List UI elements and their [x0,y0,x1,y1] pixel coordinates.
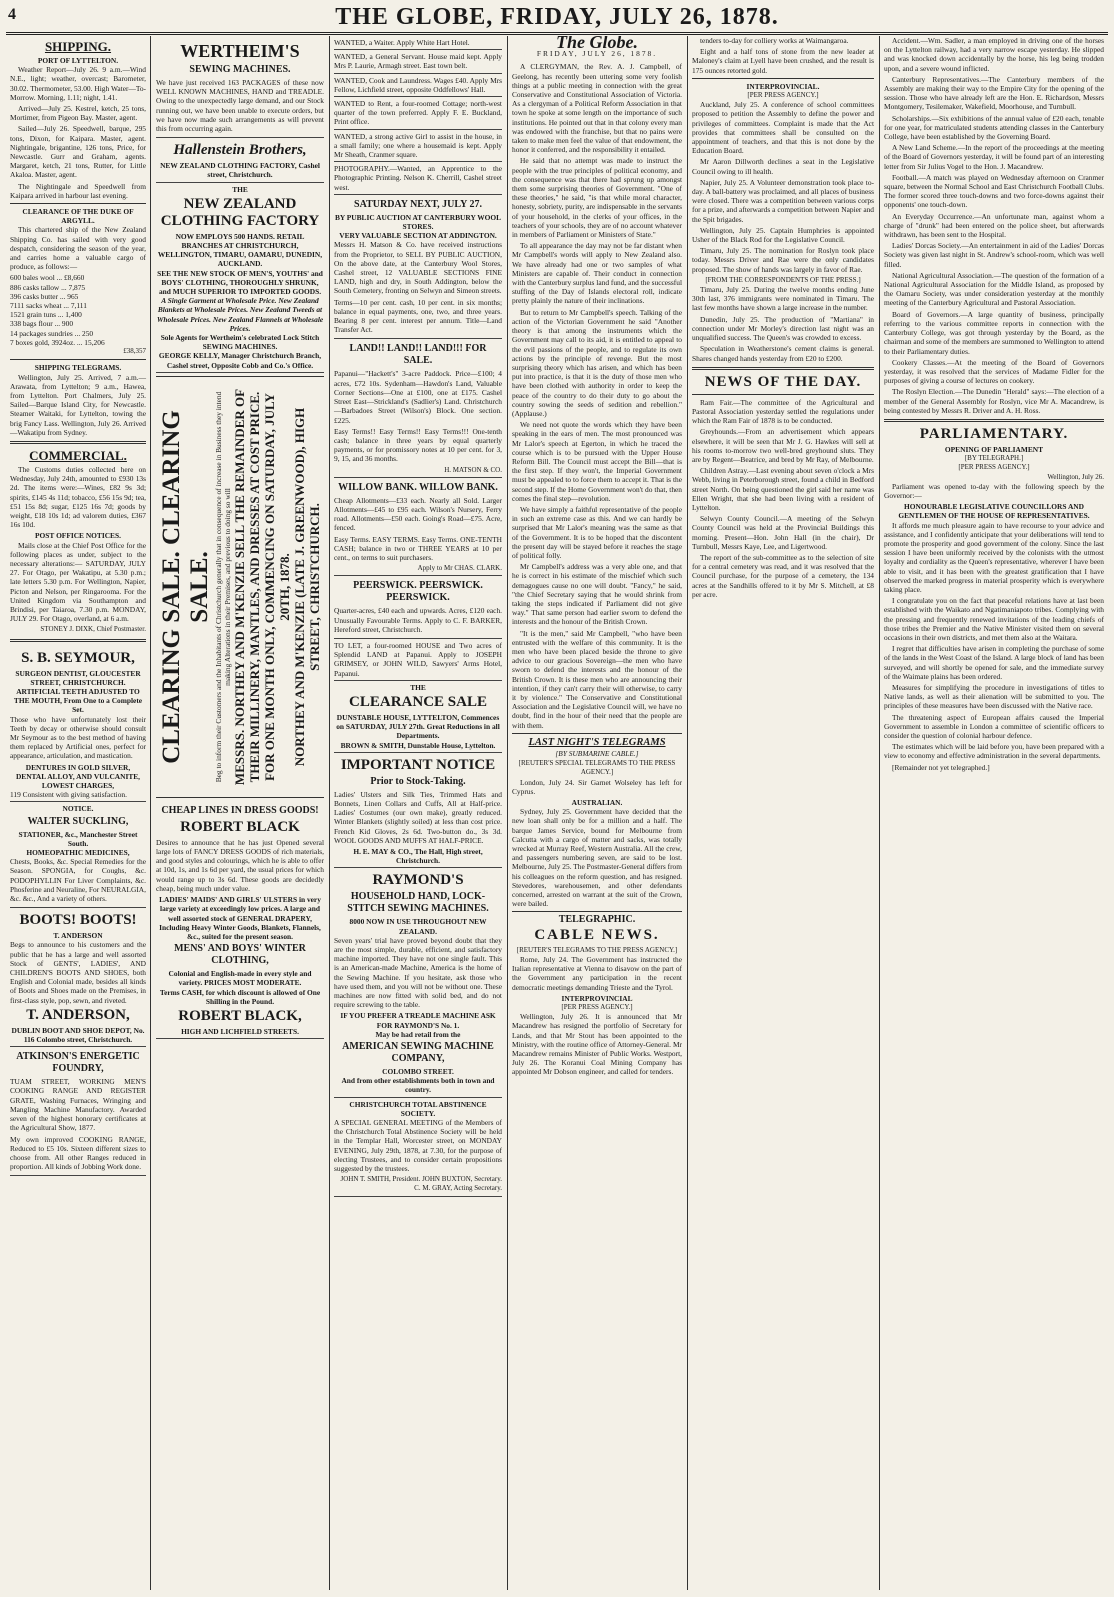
leader-paragraph: We need not quote the words which they have been speaking in the ears of men. The most pronounced was Mr Lalor's speech at Egerton, in which he traced the course which is to be pursued with the Upper House Reform Bill. The Council must accept the Bill—that is the first step. If they won't, the Imperial Government must be appealed to to force them to accept it. That is the second step. If the Home Government won't do that, then comes the final step—revolution. [512,420,682,503]
interprovincial-item: Napier, July 25. A Volunteer demonstration took place to-day. A ball-battery was proclaimed, and all places of business were closed. There was a competition between various corps for a prize, and afterwards a competition between Napier and the Spit brigades. [692,177,874,224]
atkinson-body: TUAM STREET, WORKING MEN'S COOKING RANGE AND REGISTER GRATE, Washing Furnaces, Wringing and Mangling Machine Manufactory. Awarded seven of the highest honorary certificates at the Agricultural Show, 1877. [10,1077,146,1133]
raymond-body: Seven years' trial have proved beyond doubt that they are the most simple, durable, efficient, and satisfactory machine imported. They have not one single fault. This is an American-made Machine, America is the home of the Sewing Machine. If you hesitate, ask those who have used them, and you will not be without one. These machines are now fitted with solid bed, and do not require screwing to the table. [334,935,502,1010]
atkinson-tail: My own improved COOKING RANGE, Reduced to £5 10s. Sixteen different sizes to choose from. All other Ranges reduced in proportion. All kinds of Jobbing Work done. [10,1134,146,1172]
interprovincial-item: Wellington, July 25. Captain Humphries is appointed Usher of the Black Rod for the Legislative Council. [692,225,874,245]
news-item: Accident.—Wm. Sadler, a man employed in driving one of the horses on the Lyttelton railway, had a very narrow escape yesterday. He slipped and was knocked down accidentally by the horse, his leg being trodden upon, and a severe wound inflicted. [884,36,1104,73]
raymond-ad [334,868,502,1097]
newspaper-title: THE GLOBE, FRIDAY, JULY 26, 1878. [335,4,779,30]
may-sign: H. E. MAY & CO., The Hall, High street, Christchurch. [353,847,483,866]
post-office-heading: POST OFFICE NOTICES. [35,531,121,541]
nz-clothing-factory-ad [156,183,324,373]
news-item: Ladies' Dorcas Society.—An entertainment in aid of the Ladies' Dorcas Society was given last night in St. Andrew's school-room, which was well filled. [884,241,1104,269]
news-item: Children Astray.—Last evening about seven o'clock a Mrs Webb, living in Peterborough street, found a child in Bedford street North. On being questioned the girl said her name was Ellen Wright, that she had been living with a resident of Lyttelton. [692,466,874,512]
clearing-sale-intro: Beg to inform their Customers and the Inhabitants of Christchurch generally that in consequence of increase in Business they intend making Alterations in their Premises, and previous to doing so will [214,391,232,783]
dentures-line: DENTURES IN GOLD SILVER, DENTAL ALLOY, AND VULCANITE, LOWEST CHARGES, [15,762,141,791]
auction-place: BY PUBLIC AUCTION AT CANTERBURY WOOL STORES. [334,212,502,232]
cargo-item: 886 casks tallow ... 7,875 [10,282,86,292]
wertheim-body: We have just received 163 PACKAGES of these now WELL KNOWN MACHINES, HAND and TREADLE. Owing to the unexpectedly large demand, and our Stock running out, we have been unable to execute orders, but we have now made such arrangements as will prevent this from occurring again. [156,78,324,134]
cargo-item: 7111 sacks wheat ... 7,111 [10,301,87,311]
easy-terms: Easy Terms!! Easy Terms!! Easy Terms!!! One-tenth cash; balance in three years by equal quarterly payments, or for promissory notes at 10 per cent. for 3, 9, 15, and 36 months. [334,426,502,464]
parliamentary-heading: PARLIAMENTARY. [919,425,1069,442]
temperance-body: A SPECIAL GENERAL MEETING of the Members of the Christchurch Total Abstinence Society will be held in the Templar Hall, Worcester street, on MONDAY EVENING, July 29th, 1878, at 7.30, for the purpose of electing Trustees, and to consider certain propositions suggested by the trustees. [334,1118,502,1174]
clearance-heading: CLEARANCE OF THE DUKE OF ARGYLL. [22,207,134,226]
cargo-list [10,273,146,356]
column-advertisements-1 [152,36,328,1590]
clearing-sale-sign: NORTHEY AND M'KENZIE (LATE J. GREENWOOD), HIGH STREET, CHRISTCHURCH. [292,407,322,767]
atkinson-ad [10,1047,146,1176]
news-item: The Roslyn Election.—The Dunedin "Herald" says:—The election of a member of the General Assembly for Roslyn, vice Mr A. Macandrew, is being contested by Messrs R. Driver and A. H. Ross. [884,387,1104,415]
news-item: The report of the sub-committee as to the selection of site for a central cemetery was read, and it was resolved that the Council purchase, for the purpose of a cemetery, the 134 acres at the Sandhills offered to it by Mr S. Mitchell, at £8 per acre. [692,552,874,599]
submarine-cable: [BY SUBMARINE CABLE.] [555,749,639,759]
hallenstein-name: Hallenstein Brothers, [173,142,307,159]
wanted-ad: PHOTOGRAPHY.—Wanted, an Apprentice to the Photographic Printing. Nelson K. Cherrill, Cashel street west. [334,162,502,195]
rome-telegram: Rome, July 24. The Government has instructed the Italian representative at Vienna to disavow on the part of the Government any participation in the recent democratic meetings demanding Trieste and the Tyrol. [512,954,682,992]
news-item: Football.—A match was played on Wednesday afternoon on Cranmer square, between the Normal School and East Christchurch Football Clubs. The former scored three touch-downs and two force-downs against their opponents' one touch-down. [884,172,1104,210]
correspondents-item: Dunedin, July 25. The production of "Martiana" in connection under Mr Morley's direction last night was an unqualified success. The Queen's was crowded to excess. [692,314,874,343]
interprovincial-heading: INTERPROVINCIAL. [746,81,820,91]
suckling-name: WALTER SUCKLING, [27,815,129,827]
column-rule [150,36,151,1590]
robert-black-body: Desires to announce that he has just Opened several large lots of FANCY DRESS GOODS of rich materials, and good styles and colourings, which he is able to offer at 10d, 1s, and 1s 6d per yard, the usual prices for which would range up to 3s 6d. These goods are decidedly cheap, being much under value. [156,837,324,893]
mens-clothing-heading: MENS' AND BOYS' WINTER CLOTHING, [174,943,306,967]
notice-heading: NOTICE. [62,804,94,814]
mens-clothing-body: Colonial and English-made in every style and variety. PRICES MOST MODERATE. [168,969,312,988]
the-label: THE [232,184,248,194]
cargo-item: 396 casks butter ... 965 [10,291,79,301]
column-editorial [508,36,686,1590]
leader-paragraph: To all appearance the day may not be far distant when Mr Campbell's words will apply to New Zealand also. We have already had one or two samples of what Ministers are capable of. Their conduct in connection with the Canterbury surplus land fund, and the successful stuffing of the Day of Islands electoral roll, indicate pretty plainly the nature of their inclinations. [512,241,682,306]
anderson-ad [10,908,146,1047]
dunstable-text: DUNSTABLE HOUSE, LYTTELTON, Commences on SATURDAY, JULY 27th. Great Reductions in all Departments. [336,712,500,741]
port-heading: PORT OF LYTTELTON. [37,56,119,65]
raymond-subtitle: HOUSEHOLD HAND, LOCK-STITCH SEWING MACHINES. [347,891,489,915]
wholesale-prices: A Single Garment at Wholesale Price. New Zealand Blankets at Wholesale Prices. New Zealand Tweeds at Wholesale Prices. New Zealand Flannels at Wholesale Prices. [156,296,324,333]
cargo-item: 338 bags flour ... 900 [10,319,74,329]
to-let-ad: TO LET, a four-roomed HOUSE and Two acres of Splendid LAND at Papanui. Apply to JOSEPH GRIMSEY, or JOHN WILD, Sawyers' Arms Hotel, Papanui. [334,639,502,681]
land-for-sale-ad [334,339,502,477]
news-item: Board of Governors.—A large quantity of business, principally referring to the various committee reports in connection with the Canterbury College, was got through yesterday by the Board, as the chairman and some of the members are summoned to Wellington to attend to their Parliamentary duties. [884,309,1104,356]
ulsters-text: LADIES' MAIDS' AND GIRLS' ULSTERS in very large variety at exceedingly low prices. A large and well assorted stock of GENERAL DRAPERY, Including Heavy Winter Goods, Blankets, Flannels, &c., suited for the present season. [159,895,321,941]
interprovincial-sub: [PER PRESS AGENCY.] [561,1002,633,1011]
teeth-heading: ARTIFICIAL TEETH ADJUSTED TO THE MOUTH, From One to a Complete Set. [13,686,143,715]
sole-agents: Sole Agents for Wertheim's celebrated Lock Stitch SEWING MACHINES. [160,333,320,352]
wanted-ad: WANTED, a Waiter. Apply White Hart Hotel. [334,36,502,50]
cargo-total: £38,357 [123,347,146,356]
correspondents-item: Timaru, July 25. During the twelve months ending June 30th last, 376 immigrants were nominated in Timaru. The last few months have shown a large increase in the number. [692,285,874,313]
clearance-sale-title: CLEARANCE SALE [349,693,487,710]
robert-black-address: HIGH AND LICHFIELD STREETS. [181,1026,299,1036]
robert-black-name: ROBERT BLACK [180,818,300,835]
the-label: THE [410,682,426,692]
stock-taking-body: Ladies' Ulsters and Silk Ties, Trimmed Hats and Bonnets, Linen Collars and Cuffs, All at Half-price. Ladies' Costumes (our own make), greatly reduced. Winter Blankets (slightly soiled) at less than cost price. French Kid Gloves, 2s 6d. Two-button do., 3s 3d. WOOL GOODS AND MUFFS AT HALF-PRICE. [334,789,502,845]
peerswick-ad [334,576,502,639]
cheap-lines-heading: CHEAP LINES IN DRESS GOODS! [161,804,319,816]
peerswick-body: Quarter-acres, £40 each and upwards. Acres, £120 each. Unusually Favourable Terms. Apply to C. F. BARKER, Hereford street, Christchurch. [334,606,502,634]
australian-heading: AUSTRALIAN. [571,798,623,808]
canvasser-line: And from other establishments both in town and country. [341,1076,495,1095]
matson-auction-ad [334,195,502,340]
australian-body: Sydney, July 25. Government have decided that the new loan shall only be for a million and a half. The barque James Service, bound for Melbourne from Calcutta with a cargo of matter and sacks, was totally wrecked at Murray Reef, Western Australia. All the crew, and passengers numbering seven, are said to be lost. Melbourne, July 25. The Postmaster-General differs from his colleagues on the reform question, and has resigned. Stevedores, warehousemen, and other defendants concerned, arrested on warrant at the suit of the Crown, were bailed. [512,807,682,909]
wanted-ad: WANTED, a strong active Girl to assist in the house, in a small family; one where a housemaid is kept. Apply Mr Sheath, Cranmer square. [334,130,502,163]
cargo-item: 600 bales wool ... £8,660 [10,273,85,283]
clark-sign: Apply to Mr CHAS. CLARK. [417,564,502,573]
valuable-section: VERY VALUABLE SECTION AT ADDINGTON. [339,231,497,241]
temperance-ad [334,1098,502,1197]
arrived-list: Arrived—July 25. Kestrel, ketch, 25 tons, Mortimer, from Pigeon Bay. Master, agent. [10,104,146,123]
leader-paragraph: A CLERGYMAN, the Rev. A. J. Campbell, of Geelong, has recently been uttering some very foolish things at a public meeting in connection with the great Conservative and Constitutional Association of Victoria. As a clergyman of a Political Reform Association in that town he spoke at some length on the importance of such institutions. He pointed out that in that colony every man was endowed with the franchise, but that no pains were taken to make men feel the value of that endowment, the honor it conferred, and the responsibility it entailed. [512,62,682,155]
dentures-tail: 119 Consistent with giving satisfaction. [10,790,127,800]
parl-press-agency: [PER PRESS AGENCY.] [958,463,1030,472]
colombo-street: COLOMBO STREET. [382,1067,454,1077]
wanted-ad: WANTED, Cook and Laundress. Wages £40. Apply Mrs Fellow, Lichfield street, opposite Oddfellows' Hall. [334,74,502,97]
suckling-ad [10,802,146,908]
boots-heading: BOOTS! BOOTS! [19,912,137,929]
factory-title: NEW ZEALAND CLOTHING FACTORY [160,195,320,229]
leader-paragraph: Mr Campbell's address was a very able one, and that he is correct in his estimate of the mischief which such demagogues cause no one will doubt. "Fancy," he said, "the Chief Secretary saying that he would shrink from taking the steps indicated if Parliament did not give way." That same person had earlier sworn to defend the interests and the honour of the British Crown. [512,562,682,627]
speech-paragraph: The estimates which will be laid before you, have been prepared with a view to economy and effective administration in the several departments. [884,742,1104,761]
land-heading: LAND!! LAND!! LAND!!! FOR SALE. [349,343,487,367]
news-item: Ram Fair.—The committee of the Agricultural and Pastoral Association yesterday settled the regulations under which the Ram Fair of 1878 is to be conducted. [692,397,874,426]
opening-heading: OPENING OF PARLIAMENT [944,444,1044,454]
stock-taking-ad [334,753,502,869]
page-number: 4 [8,6,16,23]
masthead [6,2,1108,35]
raymond-in-use: 8000 NOW IN USE THROUGHOUT NEW ZEALAND. [349,917,487,936]
temperance-heading: CHRISTCHURCH TOTAL ABSTINENCE SOCIETY. [349,1099,487,1118]
robert-black-ad [156,801,324,1039]
speech-paragraph: It affords me much pleasure again to have recourse to your advice and assistance, and I confidently anticipate that your deliberations will tend to promote the prosperity and good government of the colony. Since the last session I have been uniformly received by the colonists with the utmost loyalty and cordiality as the Queen's representative, wherever I have been able to visit, and it has been with the greatest gratification that I have observed the marked progress in material prosperity which is everywhere taking place. [884,520,1104,594]
anderson-big: T. ANDERSON, [26,1006,130,1023]
leader-paragraph: He said that no attempt was made to instruct the people with the true principles of political economy, and the consequence was that there had sprung up amongst them some surprising theories of Government. "One of these theories," he said, "is that while moral character, honesty, sobriety, purity, are indispensable in the servants of your household, in the clerks of your offices, in the teachers of your schools, they are of no account whatever in members of Parliament or Ministers of State." [512,156,682,240]
shipping-heading: SHIPPING. [44,39,112,54]
willow-body: Cheap Allotments—£33 each. Nearly all Sold. Larger Allotments—£45 to £95 each. Wilson's Nursery, Ferry road. Allotments—£50 each. Going's Road—£75. Acre, fenced. [334,495,502,533]
raymond-title: RAYMOND'S [372,872,464,889]
leader-paragraph: "It is the men," said Mr Campbell, "who have been entrusted with the welfare of this community. It is the men who have been placed beside the throne to give advice to our gracious Sovereign—the men who have sworn to defend the interests and the honour of the British Crown. It is these men who are announcing their intention, if they can't carry their will otherwise, to carry it by violence." The Conservative and Constitutional Association and the Legislative Council will, we have no doubt, find in the hour of their need that the people are with them. [512,628,682,730]
seymour-ad [10,646,146,803]
retail-line: May be had retail from the [375,1029,461,1039]
reuters-line: [REUTER'S SPECIAL TELEGRAMS TO THE PRESS AGENCY.] [518,759,676,777]
news-item: Selwyn County Council.—A meeting of the Selwyn County Council was held at the Provincial Buildings this morning. Present—Hon. John Hall (in the chair), Dr Turnbull, Messrs Kaye, Lee, and Ligertwood. [692,514,874,551]
correspondents-item: Speculation in Weatherstone's cement claims is general. Shares changed hands yesterday from £20 to £200. [692,344,874,363]
interprovincial-body: Wellington, July 26. It is announced that Mr Macandrew has resigned the portfolio of Secretary for Lands, and that Mr Stout has been appointed to the Ministry, with the routine office of Attorney-General. Mr Macandrew remains Minister of Public Works. Westport, July 26. The Koranui Coal Mining Company has appointed Mr Dobson engineer, and called for tenders. [512,1012,682,1077]
anderson-name: T. ANDERSON [53,931,103,941]
news-of-the-day-heading: NEWS OF THE DAY. [704,373,862,390]
homeopathic-body: Chests, Books, &c. Special Remedies for the Season. SPONGIA, for Coughs, &c. PODOPHYLLIN For Liver Complaints, &c. Phosferine and Neuraline, For NEURALGIA, &c. &c., And a variety of others. [10,857,146,904]
anderson-address: DUBLIN BOOT AND SHOE DEPOT, No. 116 Colombo street, Christchurch. [11,1025,145,1045]
column-advertisements-2 [330,36,506,1590]
by-telegraph: [BY TELEGRAPH.] [964,454,1024,463]
brown-smith-sign: BROWN & SMITH, Dunstable House, Lyttelton. [340,740,496,750]
clearing-sale-title: CLEARING SALE. CLEARING SALE. [158,410,213,764]
parl-intro: Parliament was opened to-day with the following speech by the Governor:— [884,481,1104,500]
hallenstein-subtitle: NEW ZEALAND CLOTHING FACTORY, Cashel street, Christchurch. [160,161,320,180]
shipping-telegrams-heading: SHIPPING TELEGRAMS. [34,363,122,373]
news-item: Cookery Classes.—At the meeting of the Board of Governors yesterday, it was resolved that the services of Madame Fidler for the purposes of giving a course of lectures on cookery. [884,357,1104,386]
weather-report: Weather Report—July 26. 9 a.m.—Wind N.E., light; weather, overcast; Barometer, 30.02. Thermometer, 53.00. High Water—To-Morrow. Morning, 1.11; night, 1.41. [10,65,146,102]
news-item: National Agricultural Association.—The question of the formation of a National Agricultural Association for the Middle Island, as proposed by the Oamaru Society, was under consideration yesterday at the monthly meeting of the Canterbury Agricultural and Pastoral Association. [884,270,1104,308]
new-stock: SEE THE NEW STOCK OF MEN'S, YOUTHS' and BOYS' CLOTHING, THOROUGHLY SHRUNK, and MUCH SUPERIOR TO IMPORTED GOODS. [157,268,323,297]
editorial-masthead: The Globe. [556,36,638,52]
suckling-subtitle: STATIONER, &c., Manchester Street South. [18,829,138,848]
important-notice: IMPORTANT NOTICE [340,756,496,773]
commercial-heading: COMMERCIAL. [29,447,127,463]
clearance-text: This chartered ship of the New Zealand Shipping Co. has sailed with very good despatch, considering the season of the year, and carries home a valuable cargo of produce, as follows:— [10,225,146,272]
interprovincial-item: Mr Aaron Dillworth declines a seat in the Legislative Council owing to ill health. [692,157,874,176]
interprovincial-sub: [PER PRESS AGENCY.] [747,91,819,100]
shipping-telegrams: Wellington, July 25. Arrived, 7 a.m.—Arawata, from Lyttelton; 9 a.m., Hawea, from Lyttelton. Port Chalmers, July 25. Sailed—Barque Island City, for Newcastle. Steamer Waitaki, for Lyttelton, towing the brig Fancy Lass. Wellington, July 26. Arrived—Wakatipu from Sydney. [10,372,146,437]
interprovincial-heading: INTERPROVINCIAL [561,993,633,1003]
auction-terms: Terms—10 per cent. cash, 10 per cent. in six months; balance in equal payments, one, two, and three years. Bearing 8 per cent. interest per annum. Title—Land Transfer Act. [334,297,502,335]
terms-cash: Terms CASH, for which discount is allowed of One Shilling in the Pound. [159,987,321,1006]
matson-sign: H. MATSON & CO. [444,465,502,474]
peerswick-heading: PEERSWICK. PEERSWICK. PEERSWICK. [353,580,483,604]
cargo-item: 1521 grain tuns ... 1,400 [10,310,82,320]
harbour-note: The Nightingale and Speedwell from Kaipara arrived in harbour last evening. [10,181,146,200]
news-paragraph: Eight and a half tons of stone from the new leader at Maloney's claim at Lyell have been crushed, and the result is 175 ounces retorted gold. [692,47,874,75]
cargo-item: 7 boxes gold, 3924oz. ... 15,206 [10,337,105,347]
hallenstein-ad [156,138,324,182]
cable-news-heading: CABLE NEWS. [534,926,660,943]
land-body: Papanui—"Hackett's" 3-acre Paddock. Price—£100; 4 acres, £72 10s. Sydenham—Hawdon's Land, Valuable Corner Sections—One at £100, one at £175. Cashel Street East—Strickland's (Sadlier's) Land. Christchurch—Barbadoes Street (Wilson's) Block. One section. £225. [334,369,502,425]
correspondents-line: [FROM THE CORRESPONDENTS OF THE PRESS.] [705,275,861,284]
auction-date: SATURDAY NEXT, JULY 27. [354,198,482,210]
seymour-name: S. B. SEYMOUR, [21,649,135,666]
leader-paragraph: We have simply a faithful representative of the people in such an extreme case as this. And we can hardly be surprised that Mr Lalor's meaning was the same as that of the Government. It is to be hoped that the discontent the present day will be stayed before it reaches the stage of political folly. [512,504,682,560]
news-item: Canterbury Representatives.—The Canterbury members of the Assembly are making their way to the Empire City for the opening of the session. Those who have already left are the Hon. E. Richardson, Messrs Montgomery, Tesilemaker, Wakefield, Moorhouse, and Turnbull. [884,74,1104,112]
factory-branches: NOW EMPLOYS 500 HANDS. RETAIL BRANCHES AT CHRISTCHURCH, WELLINGTON, TIMARU, OAMARU, DUNEDIN, AUCKLAND. [157,231,323,269]
telegraphic-heading: TELEGRAPHIC. [558,914,636,926]
column-news [688,36,878,1590]
leader-paragraph: But to return to Mr Campbell's speech. Talking of the action of the Victorian Government he said "Another theory is that among the instruments which the Government may call to its aid, it is entitled to appeal to the evil passions of the people, and to regulate its own actions by the principle of revenge. But the most surprising theory which has arisen, and which has been put into practice, is that it is the duty of those men who have been clothed with authority in order to keep the peace of the country to do their duty to go about the country sowing the seeds of sedition and rebellion." (Applause.) [512,307,682,418]
last-night-telegrams-heading: LAST NIGHT'S TELEGRAMS [528,736,666,748]
speech-paragraph: [Remainder not yet telegraphed.] [892,762,990,772]
stock-taking-title: Prior to Stock-Taking. [370,775,466,787]
anderson-body: Begs to announce to his customers and the public that he has a large and well assorted Stock of GENTS', LADIES', AND CHILDREN'S BOOTS AND SHOES, both English and Colonial made, besides all kinds of Boots and Shoes made on the Premises, in first-class style, pop, sewn, and riveted. [10,940,146,1005]
clearing-sale-body: MESSRS. NORTHEY AND M'KENZIE SELL THE REMAINDER OF THEIR MILLINERY, MANTLES, AND DRESSES AT COST PRICE. FOR ONE MONTH ONLY, COMMENCING ON SATURDAY, JULY 20TH, 1878. [232,388,292,785]
london-telegram: London, July 24. Sir Garnet Wolseley has left for Cyprus. [512,777,682,796]
sewing-machines-title: SEWING MACHINES. [189,64,291,75]
cable-news-sub: [REUTER'S TELEGRAMS TO THE PRESS AGENCY.] [516,945,678,954]
sailed-list: Sailed—July 26. Speedwell, barque, 295 tons, Dixon, for Kaipara. Master, agent. Nightingale, brigantine, 126 tons, Price, for Newcastle. Gurr and Graham, agents. Margaret, ketch, 21 tons, Rutter, for Little Akaloa. Master, agent. [10,124,146,180]
clearance-sale-ad [334,681,502,753]
interprovincial-item: Auckland, July 25. A conference of school committees proposed to petition the Assembly to define the power and privileges of committees. Complaint is made that the Act provides that committees shall be consulted on the appointment of teachers, and that this is not done by the Education Board. [692,100,874,156]
postmaster-sign: STONEY J. DIXK, Chief Postmaster. [40,625,146,634]
speech-paragraph: I regret that difficulties have arisen in completing the purchase of some of the lands in the West Coast of the Island. A large block of land has been surveyed, and will shortly be opened for sale, and the immediate survey of the Waimate plains has been ordered. [884,644,1104,681]
seymour-subtitle: SURGEON DENTIST, GLOUCESTER STREET, CHRISTCHURCH. [15,668,141,687]
auction-body: Messrs H. Matson & Co. have received instructions from the Proprietor, to SELL BY PUBLIC AUCTION, On the above date, at the Canterbury Wool Stores, Cashel street, 12 VALUABLE SECTIONS FINE LAND, high and dry, in South Addington, below the South Cemetery, fronting on Selwyn and Simeon streets. [334,240,502,296]
atkinson-name: ATKINSON'S ENERGETIC FOUNDRY, [16,1051,140,1075]
news-item: Greyhounds.—From an advertisement which appears elsewhere, it will be seen that Mr J. G. Hawkes will sell at his rooms to-morrow two well-bred greyhound sluts. They are by Regent—Beatrice, and bred by Mr Ray, of Melbourne. [692,427,874,464]
commercial-text: The Customs duties collected here on Wednesday, July 24th, amounted to £930 13s 2d. The items were:—Wines, £82 9s 3d; spirits, £145 4s 11d; tobacco, £56 15s 9d; tea, £51 15s 8d; sugar, £125 16s 7d; goods by weight, £18 10s 1d; ad valorem duties, £367 16s 10d. [10,464,146,530]
news-item: An Everyday Occurrence.—An unfortunate man, against whom a charge of "drunk" had been entered on the police sheet, but afterwards withdrawn, has been sent to the Hospital. [884,211,1104,240]
wertheim-ad [156,36,324,138]
post-office-text: Mails close at the Chief Post Office for the following places as under, subject to the necessary alterations:— SATURDAY, JULY 27. For Otago, per Wakatipu, at 5.30 p.m.; late letters 5.30 p.m. For Wellington, Napier, Picton and Nelson, per Ringarooma. For the United Kingdom via Southampton and Brindisi, per Taiaroa, 7.30 p.m. MONDAY, JULY 29. For Otago, overland, at 6 a.m. [10,540,146,624]
wanted-ad: WANTED to Rent, a four-roomed Cottage; north-west quarter of the town preferred. Apply F. E. Buckland, Print office. [334,97,502,130]
column-shipping [6,36,150,1590]
news-item: Scholarships.—Six exhibitions of the annual value of £20 each, tenable for one year, for matriculated students attending classes in the Canterbury College, have been established by the Governing Board. [884,113,1104,142]
speech-salutation: HONOURABLE LEGISLATIVE COUNCILLORS AND GENTLEMEN OF THE HOUSE OF REPRESENTATIVES. [898,502,1090,521]
speech-paragraph: The threatening aspect of European affairs caused the Imperial Government to assemble in London a committee of scientific officers to consider the question of colonial harbour defence. [884,712,1104,741]
wanted-ad: WANTED, a General Servant. House maid kept. Apply Mrs P. Laurie, Armagh street. East town belt. [334,50,502,73]
homeopathic-heading: HOMEOPATHIC MEDICINES, [26,848,130,858]
easy-terms-2: Easy Terms. EASY TERMS. Easy Terms. ONE-TENTH CASH; balance in two or THREE YEARS at 10 per cent., on terms to suit purchasers. [334,534,502,562]
temperance-sign: JOHN T. SMITH, President. JOHN BUXTON, Secretary. C. M. GRAY, Acting Secretary. [340,1175,502,1193]
news-item: A New Land Scheme.—In the report of the proceedings at the meeting of the Board of Governors yesterday, it will be found part of an interesting letter from Sir Julius Vogel to the Hon. J. Macandrew. [884,143,1104,171]
american-company: AMERICAN SEWING MACHINE COMPANY, [342,1041,494,1065]
kelly-sign: GEORGE KELLY, Manager Christchurch Branch, Cashel street, Opposite Cobb and Co.'s Office. [158,351,322,370]
parl-dateline: Wellington, July 26. [1047,472,1104,481]
speech-paragraph: Measures for simplifying the procedure in investigations of titles to Native lands, as well as their alienation will be submitted to you. The principles of these measures have been discussed with the Native race. [884,683,1104,711]
wertheim-title: WERTHEIM'S [180,41,300,61]
willow-bank-ad [334,478,502,577]
cargo-item: 14 packages sundries ... 250 [10,328,94,338]
clearing-sale-ad [156,376,324,798]
editorial-dateline: FRIDAY, JULY 26, 1878. [536,49,658,59]
news-paragraph: tenders to-day for colliery works at Waimangaroa. [700,36,849,45]
willow-heading: WILLOW BANK. WILLOW BANK. [338,481,498,493]
robert-black-sign: ROBERT BLACK, [178,1007,302,1024]
speech-paragraph: I congratulate you on the fact that peaceful relations have at last been established with the Waikato and Ngatimaniapoto tribes. Complying with the pressing and frequently renewed invitations of the leading chiefs of those tribes the Premier and the Native Minister visited them on several occasions in their own districts, and met them also at the Waitara. [884,596,1104,642]
treadle-line: IF YOU PREFER A TREADLE MACHINE ASK FOR RAYMOND'S No. 1. [340,1011,496,1030]
column-parliamentary [880,36,1108,1590]
seymour-body: Those who have unfortunately lost their Teeth by decay or otherwise should consult Mr Seymour as to the best method of having them replaced by Artificial ones, perfect for appearance, articulation, and mastication. [10,714,146,761]
interprovincial-item: Timaru, July 25. The nomination for Roslyn took place today. Messrs Driver and Rae were the only candidates proposed. The show of hands was largely in favor of Rae. [692,246,874,274]
